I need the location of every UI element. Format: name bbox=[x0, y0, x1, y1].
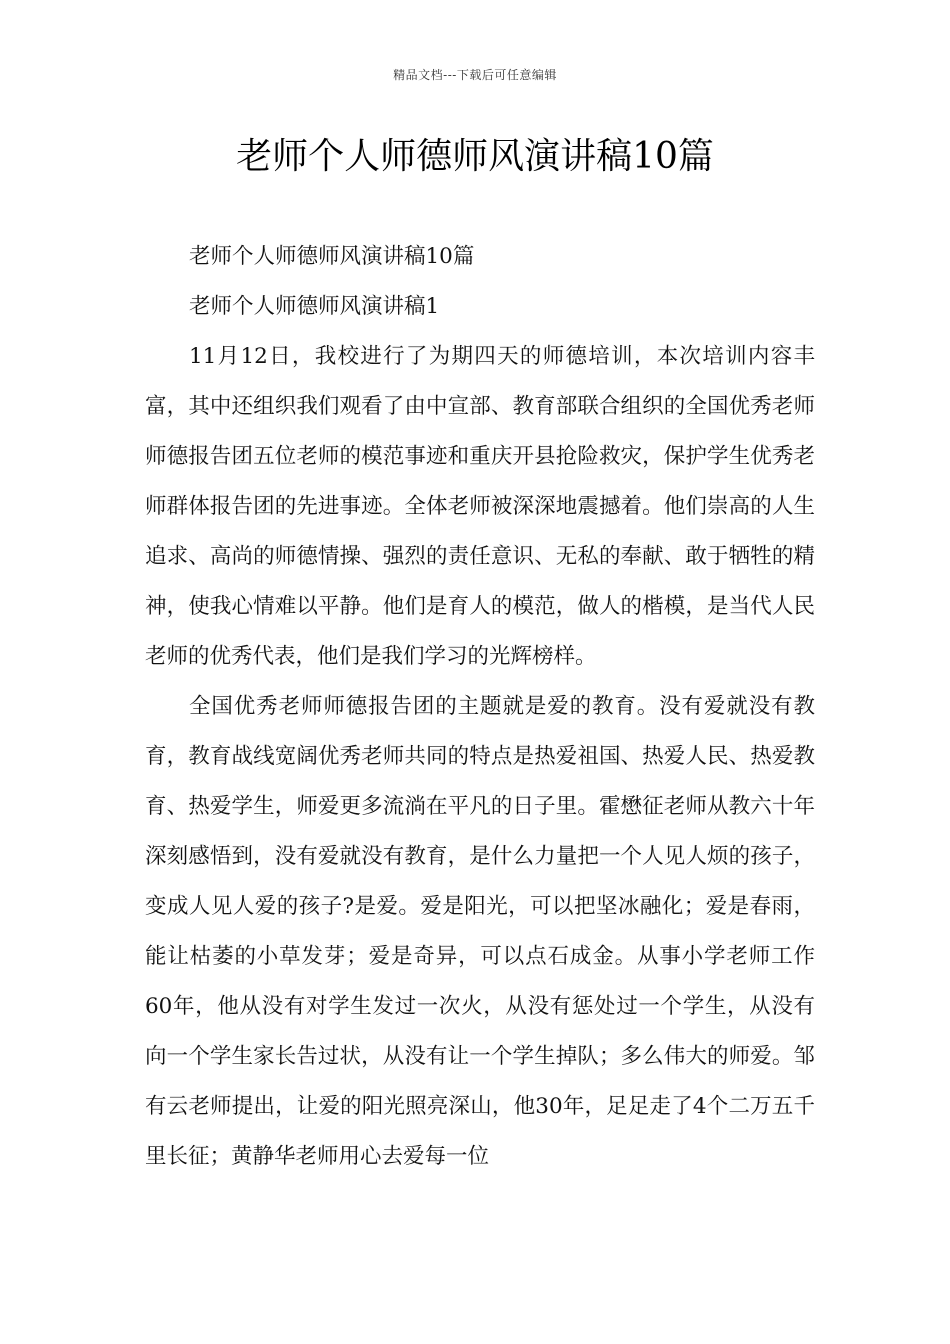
paragraph-subtitle: 老师个人师德师风演讲稿10篇 bbox=[189, 244, 475, 269]
document-body bbox=[145, 232, 815, 1182]
paragraph-section-heading: 老师个人师德师风演讲稿1 bbox=[189, 294, 440, 319]
header-note: 精品文档---下载后可任意编辑 bbox=[393, 68, 557, 82]
paragraph: 全国优秀老师师德报告团的主题就是爱的教育。没有爱就没有教育，教育战线宽阔优秀老师共同的特点是热爱祖国、热爱人民、热爱教育、热爱学生，师爱更多流淌在平凡的日子里。霍懋征老师从教六十年深刻感悟到，没有爱就没有教育，是什么力量把一个人见人烦的孩子，变成人见人爱的孩子?是爱。爱是阳光，可以把坚冰融化；爱是春雨，能让枯萎的小草发芽；爱是奇异，可以点石成金。从事小学老师工作60年，他从没有对学生发过一次火，从没有惩处过一个学生，从没有向一个学生家长告过状，从没有让一个学生掉队；多么伟大的师爱。邹有云老师提出，让爱的阳光照亮深山，他30年，足足走了4个二万五千里长征；黄静华老师用心去爱每一位 bbox=[145, 694, 815, 1169]
document-title: 老师个人师德师风演讲稿10篇 bbox=[236, 136, 714, 177]
paragraph: 11月12日，我校进行了为期四天的师德培训，本次培训内容丰富，其中还组织我们观看了由中宣部、教育部联合组织的全国优秀老师师德报告团五位老师的模范事迹和重庆开县抢险救灾，保护学生优秀老师群体报告团的先进事迹。全体老师被深深地震撼着。他们崇高的人生追求、高尚的师德情操、强烈的责任意识、无私的奉献、敢于牺牲的精神，使我心情难以平静。他们是育人的模范，做人的楷模，是当代人民老师的优秀代表，他们是我们学习的光辉榜样。 bbox=[145, 344, 815, 669]
